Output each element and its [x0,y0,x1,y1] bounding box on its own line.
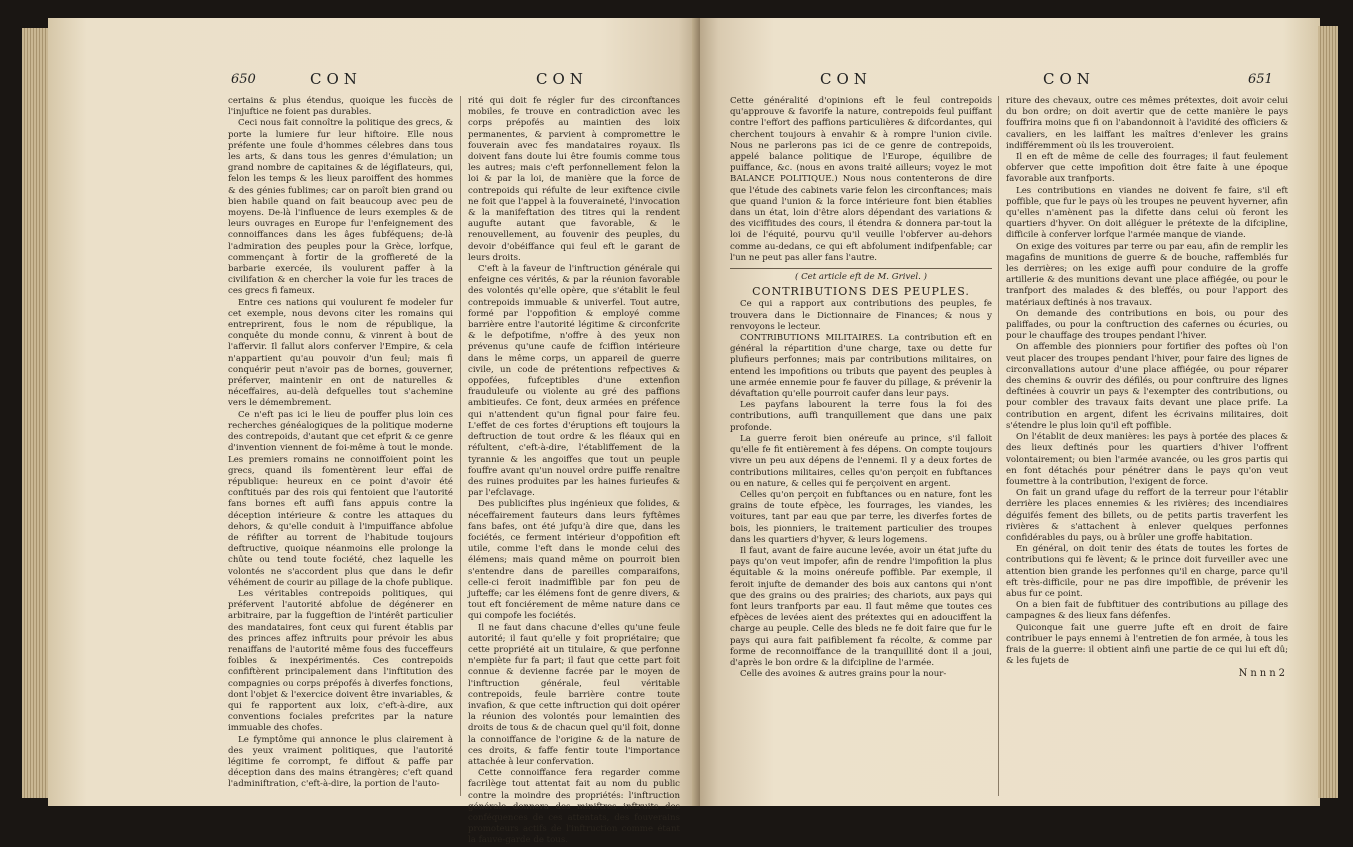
page-number-right: 651 [1248,72,1273,87]
page-edges-left [22,28,50,798]
paragraph: Il ne faut dans chacune d'elles qu'une feule autorité; il faut qu'elle y foit propriétaire; que cette propriété ait un titulaire, & que perfonne n'empiète fur fa part; il faut que cette part foit connue & devienne facrée par le moyen de l'inftruction générale, feul véritable contrepoids, feule barrière contre toute invafion, & que cette inftruction qui doit opérer la réunion des volontés pour lemaintien des droits de tous & de chacun quel qu'il foit, donne la connoiffance de l'origine & de la nature de ces droits, & faffe fentir toute l'importance attachée à leur confervation. [468,622,680,767]
right-page [700,18,1320,806]
running-head-left-a: CON [310,70,362,88]
section-rule [730,268,992,269]
paragraph: Il en eft de même de celle des fourrages; il faut feulement obferver que cette impofition doit être faite à une époque favorable aux tranfports. [1006,152,1288,185]
paragraph: Cette généralité d'opinions eft le feul contrepoids qu'approuve & favorife la nature, contrepoids feul puiffant contre l'effort des paffions particulières & difcordantes, qui cherchent toujours à envahir & à rompre l'union civile. Nous ne parlerons pas ici de ce genre de contrepoids, appelé balance politique de l'Europe, équilibre de puiffance, &c. (nous en avons traité ailleurs; voyez le mot BALANCE POLITIQUE.) Nous nous contenterons de dire que l'étude des cabinets varie felon les circonftances; mais que quand l'union & la force intérieure font bien établies dans un état, loin d'être alors dépendant des variations & des viciffitudes des cours, il étendra & donnera par-tout la loi de l'équité, pourvu qu'il veuille l'obferver au-dehors comme au-dedans, ce qui eft abfolument indifpenfable; car l'un ne peut pas aller fans l'autre. [730,96,992,263]
paragraph: Celle des avoines & autres grains pour la nour- [740,669,947,680]
paragraph: Le fymptôme qui annonce le plus clairement à des yeux vraiment politiques, que l'autorité légitime fe corrompt, fe diffout & paffe par déception dans des mains étrangères; c'eft quand l'adminiftration, c'eft-à-dire, la portion de l'auto- [228,734,453,790]
page-number-left: 650 [231,72,256,87]
paragraph: Il faut, avant de faire aucune levée, avoir un état jufte du pays qu'on veut impofer, afin de rendre l'impofition la plus équitable & la moins onéreufe poffible. Par exemple, il feroit injufte de demander des bois aux cantons qui n'ont que des grains ou des prairies; des chariots, aux pays qui font leurs tranfports par eau. Il faut même que toutes ces efpèces de levées aient des prétextes qui en adouciffent la charge au peuple. Celle des bleds ne fe doit faire que fur le pays qui aura fait paifiblement fa récolte, & comme par forme de reconnoiffance de la tranquillité dont il a joui, d'après le bon ordre & la difcipline de l'armée. [730,545,992,668]
paragraph: Les contributions en viandes ne doivent fe faire, s'il eft poffible, que fur le pays où les troupes ne peuvent hyverner, afin qu'elles n'amènent pas la difette dans celui où feront les quartiers d'hyver. On doit alléguer le prétexte de la difcipline, difficile à conferver lorfque l'armée manque de viande. [1006,185,1288,241]
paragraph: Ce n'eft pas ici le lieu de pouffer plus loin ces recherches généalogiques de la politique moderne des contrepoids, d'autant que cet efprit & ce genre d'invention viennent de foi-même à tout le monde. Les premiers romains ne connoiffoient point les grecs, quand ils fomentèrent leur effai de république: heureux en ce point d'avoir été conftitués par des rois qui fentoient que l'autorité fans bornes eft auffi fans appuis contre la déception intérieure & contre les attaques du dehors, & qu'elle conduit à l'impuiffance abfolue de réfifter au torrent de l'habitude toujours deftructive, quoique néanmoins elle prolonge la chûte ou tend toute fociété, chez laquelle les volontés ne s'accordent plus que dans le defir véhément de courir au pillage de la chofe publique. [228,409,453,588]
page-edges-right [1318,26,1338,798]
paragraph: En général, on doit tenir des états de toutes les fortes de contributions qui fe lèvent; & le prince doit furveiller avec une attention bien grande les perfonnes qu'il en charge, parce qu'il eft très-difficile, pour ne pas dire impoffible, de prévenir les abus fur ce point. [1006,544,1288,599]
paragraph: Celles qu'on perçoit en fubftances ou en nature, font les grains de toute efpèce, les fourrages, les viandes, les voitures, tant par eau que par terre, les diverfes fortes de bois, les pionniers, le traitement particulier des troupes dans les quartiers d'hyver, & leurs logemens. [730,489,992,545]
column-rule-left [460,96,461,796]
paragraph: On a bien fait de fubftituer des contributions au pillage des campagnes & des lieux fans défenfes. [1006,600,1288,622]
section-heading: CONTRIBUTIONS DES PEUPLES. [752,285,970,299]
right-page-column-1 [730,96,992,680]
signature-mark: Nnnn2 [1238,668,1288,680]
running-head-right-b: CON [1043,70,1095,88]
paragraph: C'eft à la faveur de l'inftruction générale qui enfeigne ces vérités, & par la réunion favorable des volontés qu'elle opère, que s'établit le feul contrepoids immuable & univerfel. Tout autre, formé par l'oppofition & employé comme barrière entre l'autorité légitime & circonfcrite & le defpotifme, n'offre à des yeux non prévenus qu'une caufe de fciffion intérieure dans le même corps, un appareil de guerre civile, un code de prétentions refpectives & oppofées, fufceptibles d'une extenfion frauduleufe ou violente au gré des paffions ambitieufes. Ce font, deux armées en préfence qui n'attendent qu'un fignal pour faire feu. L'effet de ces fortes d'éruptions eft toujours la deftruction de tout ordre & les fléaux qui en réfultent, c'eft-à-dire, l'établiffement de la tyrannie & les angoiffes que tout un peuple fouffre avant qu'un nouvel ordre puiffe renaître des ruines produites par les haines furieufes & par l'efclavage. [468,264,680,499]
left-page-column-1 [228,96,453,791]
paragraph: La guerre feroit bien onéreufe au prince, s'il falloit qu'elle fe fit entièrement à fes dépens. On compte toujours vivre un peu aux dépens de l'ennemi. Il y a deux fortes de contributions militaires, celles qu'on perçoit en fubftances ou en nature, & celles qui fe perçoivent en argent. [730,433,992,489]
paragraph: Cette connoiffance fera regarder comme facrilège tout attentat fait au nom du public contre la moindre des propriétés: l'inftruction générale donnera des miniftres inftruits des conféquences de ces attentats, des fouverains promoteurs actifs de l'inftruction comme étant la fauve-garde de tous. [468,768,680,846]
paragraph: On fait un grand ufage du reffort de la terreur pour l'établir derrière les places ennemies & les rivières; des incendiaires déguifés fement des billets, ou de petits partis traverfent les rivières & s'attachent à enlever quelques perfonnes confidérables du pays, ou à brûler une groffe habitation. [1006,488,1288,543]
paragraph: On l'établit de deux manières: les pays à portée des places & des lieux deftinés pour les quartiers d'hiver l'offrent volontairement; ou bien l'armée avancée, ou les gros partis qui en font détachés pour pénétrer dans le pays qu'on veut foumettre à la contribution, l'exigent de force. [1006,432,1288,487]
paragraph: Les payfans labourent la terre fous la foi des contributions, auffi tranquillement que dans une paix profonde. [730,400,992,433]
paragraph: rité qui doit fe régler fur des circonftances mobiles, fe trouve en contradiction avec les corps prépofés au maintien des loix permanentes, & parvient à compromettre le fouverain avec fes mandataires royaux. Ils doivent fans doute lui être foumis comme tous les autres; mais c'eft perfonnellement felon la loi & par la loi, de manière que la force de contrepoids qui réfulte de leur exiftence civile ne foit que l'appel à la fouveraineté, l'invocation & la manifeftation des titres qui la rendent augufte autant que favorable, & le renouvellement, au fouvenir des peuples, du devoir d'obéiffance qui feul eft le garant de leurs droits. [468,96,680,263]
left-page-column-2 [468,96,680,847]
paragraph: Quiconque fait une guerre jufte eft en droit de faire contribuer le pays ennemi à l'entretien de fon armée, à tous les frais de la guerre: il obtient ainfi une partie de ce qui lui eft dû; & les fujets de [1006,622,1288,667]
left-page [48,18,698,846]
paragraph: Entre ces nations qui voulurent fe modeler fur cet exemple, nous devons citer les romains qui entreprirent, fous le nom de république, la conquête du monde connu, & vinrent à bout de l'affervir. Il fallut alors conferver l'Empire, & cela n'appartient qu'au pouvoir d'un feul; mais fi conquérir peut n'avoir pas de bornes, gouverner, préferver, maintenir en ont de naturelles & néceffaires, au-delà defquelles tout s'achemine vers le démembrement. [228,297,453,409]
column-rule-right [998,96,999,796]
right-page-column-2 [1006,96,1288,680]
paragraph: CONTRIBUTIONS MILITAIRES. La contribution eft en général la répartition d'une charge, taxe ou dette fur plufieurs perfonnes; mais par contributions militaires, on entend les impofitions ou tributs que payent des peuples à une armée ennemie pour fe fauver du pillage, & prévenir la dévaftation qu'elle pourroit caufer dans leur pays. [730,333,992,400]
paragraph: On exige des voitures par terre ou par eau, afin de remplir les magafins de munitions de guerre & de bouche, raffemblés fur les derrières; on les exige auffi pour conduire de la groffe artillerie & des munitions devant une place affiégée, ou pour le tranfport des malades & des bleffés, ou pour l'apport des matériaux deftinés à nos travaux. [1006,241,1288,308]
paragraph: Ce qui a rapport aux contributions des peuples, fe trouvera dans le Dictionnaire de Finances; & nous y renvoyons le lecteur. [730,299,992,332]
running-head-right-a: CON [820,70,872,88]
paragraph: riture des chevaux, outre ces mêmes prétextes, doit avoir celui du bon ordre; on doit avertir que de cette manière le pays fouffrira moins que fi on l'abandonnoit à l'avidité des officiers & cavaliers, en les laiffant les maîtres d'enlever les grains indifféremment où ils les trouveroient. [1006,96,1288,151]
paragraph: On demande des contributions en bois, ou pour des paliffades, ou pour la conftruction des cafernes ou écuries, ou pour le chauffage des troupes pendant l'hiver. [1006,308,1288,342]
paragraph: certains & plus étendus, quoique les fuccès de l'injuftice ne foient pas durables. [228,96,453,118]
paragraph: Des publiciftes plus ingénieux que folides, & néceffairement fauteurs dans leurs fyftêmes fans bafes, ont été jufqu'à dire que, dans les fociétés, ce ferment intérieur d'oppofition eft utile, comme l'eft dans le monde celui des élémens; mais quand même on pourroit bien s'entendre dans de pareilles comparaifons, celle-ci feroit inadmiffible par fon peu de jufteffe; car les élémens font de genre divers, & tout eft fonciérement de même nature dans ce qui compofe les fociétés. [468,499,680,622]
paragraph: Ceci nous fait connoître la politique des grecs, & porte la lumiere fur leur hiftoire. Elle nous préfente une foule d'hommes célebres dans tous les arts, & dans tous les genres d'émulation; un grand nombre de capitaines & de légiflateurs, qui, felon les temps & les lieux paroiffent des hommes & des génies fublimes; car on paroît bien grand ou bien habile quand on fait beaucoup avec peu de moyens. De-là l'influence de leurs exemples & de leurs ouvrages en Europe fur l'enfeignement des connoiffances dans les âges fubféquens; de-là l'admiration des peuples pour la Grèce, lorfque, commençant à fortir de la groffiereté de la barbarie exercée, ils voulurent paffer à la civilifation & en chercher la voie fur les traces de ces grecs fi fameux. [228,118,453,297]
paragraph: Les véritables contrepoids politiques, qui préfervent l'autorité abfolue de dégénerer en arbitraire, par la fuggeftion de l'intérêt particulier des mandataires, font ceux qui furent établis par des princes affez inftruits pour prévoir les abus renaiffans de l'autorité même fous des fucceffeurs foibles & inexpérimentés. Ces contrepoids confiftèrent principalement dans l'inftitution des compagnies ou corps prépofés à diverfes fonctions, dont l'objet & l'exercice doivent être invariables, & qui fe rapportent aux loix, c'eft-à-dire, aux conventions fociales prefcrites par la nature immuable des chofes. [228,588,453,734]
article-credit: ( Cet article eft de M. Grivel. ) [794,272,927,283]
running-head-left-b: CON [536,70,588,88]
paragraph: On affemble des pionniers pour fortifier des poftes où l'on veut placer des troupes pendant l'hiver, pour faire des lignes de circonvallations autour d'une place affiégée, ou pour réparer des chemins & ouvrir des défilés, ou pour conftruire des lignes deftinées à couvrir un pays & l'exempter des contributions, ou pour combler des travaux faits devant une place prife. La contribution en argent, difent les écrivains militaires, doit s'étendre le plus loin qu'il eft poffible. [1006,342,1288,431]
